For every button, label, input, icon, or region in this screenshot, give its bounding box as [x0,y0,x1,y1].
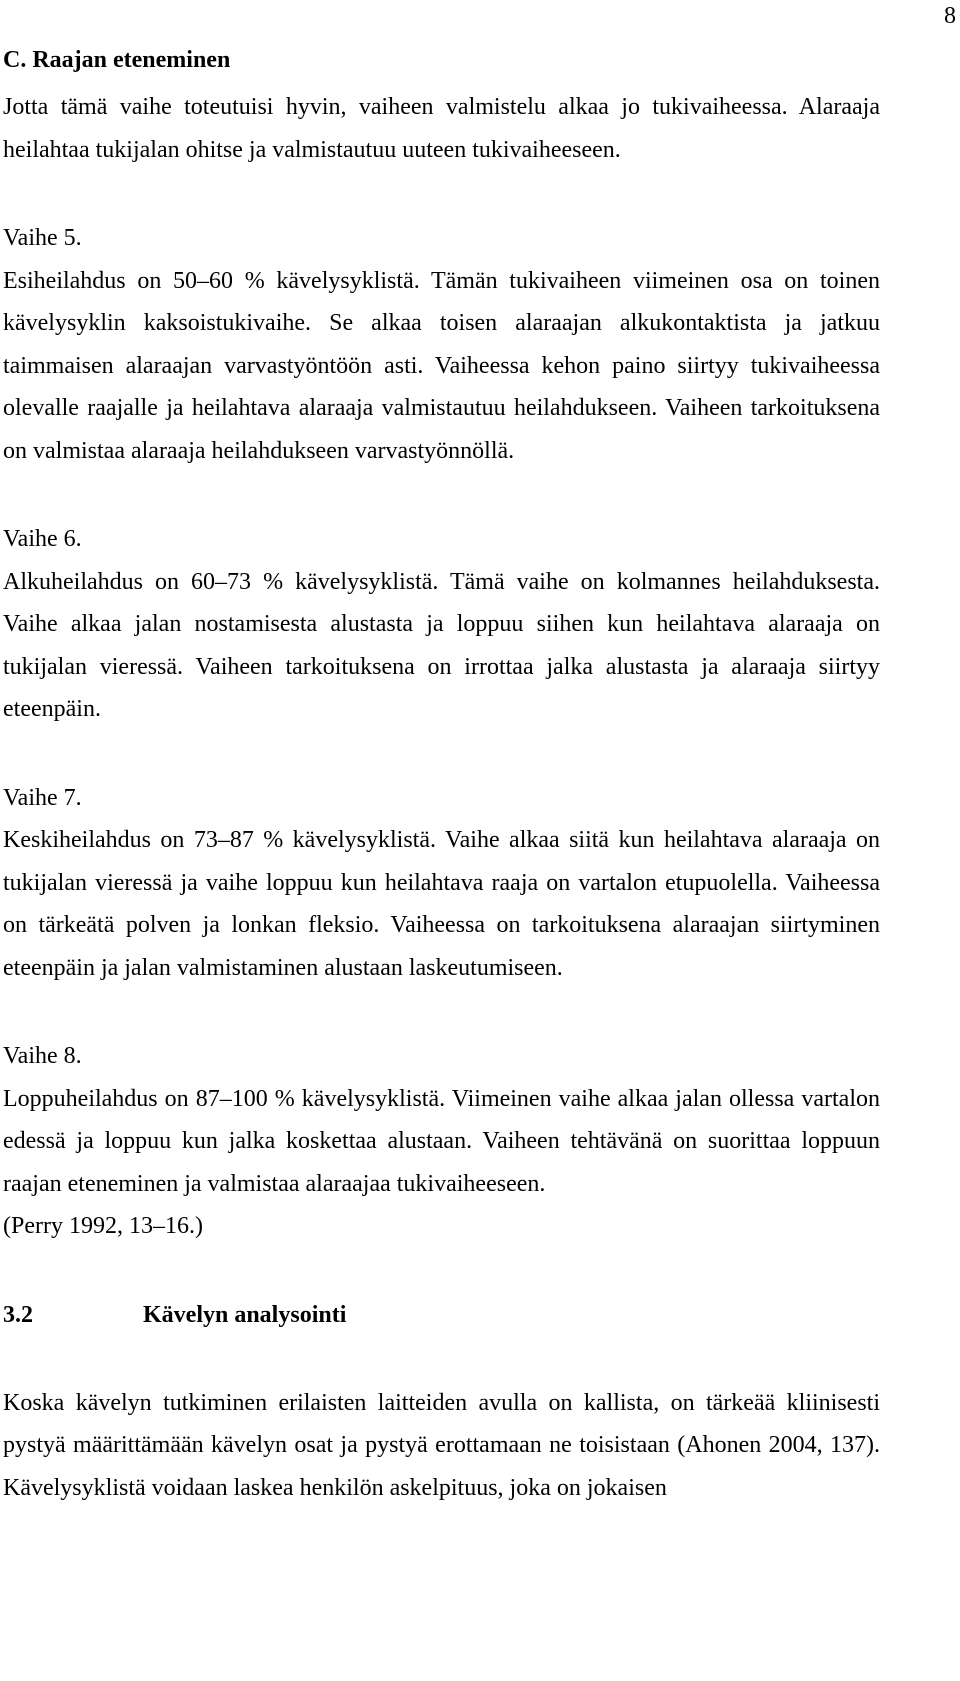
intro-paragraph: Jotta tämä vaihe toteutuisi hyvin, vaiheen valmistelu alkaa jo tukivaiheessa. Alaraaja heilahtaa tukijalan ohitse ja valmistautuu uuteen tukivaiheeseen. [3,94,880,163]
chapter-paragraph: Koska kävelyn tutkiminen erilaisten laitteiden avulla on kallista, on tärkeää kliinisesti pystyä määrittämään kävelyn osat ja pystyä erottamaan ne toisistaan (Ahonen 2004, 137). Kävelysyklistä voidaan laskea henkilön askelpituus, joka on jokaisen [3,1389,880,1501]
chapter-heading [3,1294,880,1336]
paragraph-gap [3,1336,880,1382]
phase-7-title: Vaihe 7. [3,784,82,811]
paragraph-gap [3,171,880,217]
chapter-title: Kävelyn analysointi [143,1301,347,1328]
paragraph-gap [3,1248,880,1294]
citation: (Perry 1992, 13–16.) [3,1213,203,1239]
chapter-number: 3.2 [3,1301,33,1328]
paragraph-gap [3,472,880,518]
phase-8-text: Loppuheilahdus on 87–100 % kävelysyklistä. Viimeinen vaihe alkaa jalan ollessa vartalon edessä ja loppuu kun jalka koskettaa alustaan. Vaiheen tehtävänä on suorittaa loppuun raajan eteneminen ja valmistaa alaraajaa tukivaiheeseen. [3,1085,880,1197]
phase-5-text: Esiheilahdus on 50–60 % kävelysyklistä. Tämän tukivaiheen viimeinen osa on toinen kävelysyklin kaksoistukivaihe. Se alkaa toisen alaraajan alkukontaktista ja jatkuu taimmaisen alaraajan varvastyöntöön asti. Vaiheessa kehon paino siirtyy tukivaiheessa olevalle raajalle ja heilahtava alaraaja valmistautuu heilahdukseen. Vaiheen tarkoituksena on valmistaa alaraaja heilahdukseen varvastyönnöllä. [3,267,880,464]
phase-6-text: Alkuheilahdus on 60–73 % kävelysyklistä. Tämä vaihe on kolmannes heilahduksesta. Vaihe alkaa jalan nostamisesta alustasta ja loppuu siihen kun heilahtava alaraaja on tukijalan vieressä. Vaiheen tarkoituksena on irrottaa jalka alustasta ja alaraaja siirtyy eteenpäin. [3,568,880,722]
phase-8-title: Vaihe 8. [3,1043,82,1069]
paragraph-gap [3,731,880,777]
paragraph-gap [3,989,880,1035]
phase-6-title: Vaihe 6. [3,526,82,552]
section-heading: C. Raajan eteneminen [3,47,231,73]
phase-7-text: Keskiheilahdus on 73–87 % kävelysyklistä. Vaihe alkaa siitä kun heilahtava alaraaja on tukijalan vieressä ja vaihe loppuu kun heilahtava raaja on vartalon etupuolella. Vaiheessa on tärkeätä polven ja lonkan fleksio. Vaiheessa on tarkoituksena alaraajan siirtyminen eteenpäin ja jalan valmistaminen alustaan laskeutumiseen. [3,827,880,981]
page-number: 8 [944,3,956,29]
document-body [3,42,880,1509]
phase-5-title: Vaihe 5. [3,225,82,251]
